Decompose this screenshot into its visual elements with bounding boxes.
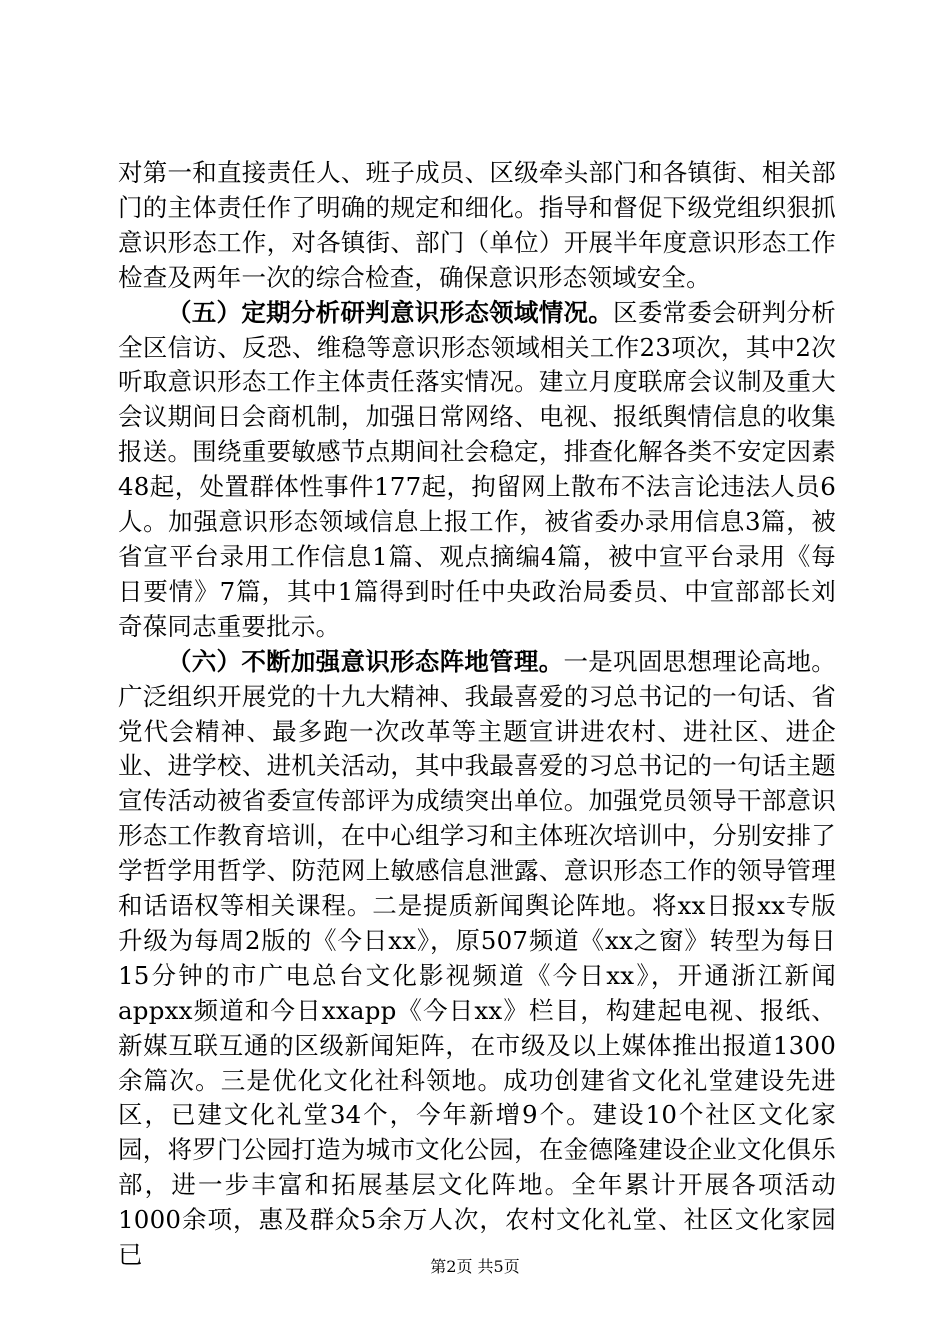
paragraph-text: 一是巩固思想理论高地。广泛组织开展党的十九大精神、我最喜爱的习总书记的一句话、省党代会精神、最多跑一次改革等主题宣讲进农村、进社区、进企业、进学校、进机关活动，其中我最喜爱的习总书记的一句话主题宣传活动被省委宣传部评为成绩突出单位。加强党员领导干部意识形态工作教育培训，在中心组学习和主体班次培训中，分别安排了学哲学用哲学、防范网上敏感信息泄露、意识形态工作的领导管理和话语权等相关课程。二是提质新闻舆论阵地。将xx日报xx专版升级为每周2版的《今日xx》，原507频道《xx之窗》转型为每日15分钟的市广电总台文化影视频道《今日xx》，开通浙江新闻appxx频道和今日xxapp《今日xx》栏目，构建起电视、报纸、新媒互联互通的区级新闻矩阵，在市级及以上媒体推出报道1300余篇次。三是优化文化社科领地。成功创建省文化礼堂建设先进区，已建文化礼堂34个，今年新增9个。建设10个社区文化家园，将罗门公园打造为城市文化公园，在金德隆建设企业文化俱乐部，进一步丰富和拓展基层文化阵地。全年累计开展各项活动1000余项，惠及群众5余万人次，农村文化礼堂、社区文化家园已 (118, 646, 837, 1270)
paragraph-text: 区委常委会研判分析全区信访、反恐、维稳等意识形态领域相关工作23项次，其中2次听取意识形态工作主体责任落实情况。建立月度联席会议制及重大会议期间日会商机制，加强日常网络、电视、报纸舆情信息的收集报送。围绕重要敏感节点期间社会稳定，排查化解各类不安定因素48起，处置群体性事件177起，拘留网上散布不法言论违法人员6人。加强意识形态领域信息上报工作，被省委办录用信息3篇，被省宣平台录用工作信息1篇、观点摘编4篇，被中宣平台录用《每日要情》7篇，其中1篇得到时任中央政治局委员、中宣部部长刘奇葆同志重要批示。 (118, 297, 836, 641)
document-body (118, 156, 836, 1273)
paragraph-continuation (118, 156, 836, 296)
paragraph-section-6 (118, 645, 836, 1273)
section-heading-5: （五）定期分析研判意识形态领域情况。 (167, 297, 614, 327)
page-number-footer: 第2页 共5页 (430, 1257, 520, 1276)
paragraph-text: 对第一和直接责任人、班子成员、区级牵头部门和各镇街、相关部门的主体责任作了明确的规定和细化。指导和督促下级党组织狠抓意识形态工作，对各镇街、部门（单位）开展半年度意识形态工作检查及两年一次的综合检查，确保意识形态领域安全。 (118, 158, 836, 292)
section-heading-6: （六）不断加强意识形态阵地管理。 (167, 646, 564, 676)
paragraph-section-5 (118, 296, 836, 645)
